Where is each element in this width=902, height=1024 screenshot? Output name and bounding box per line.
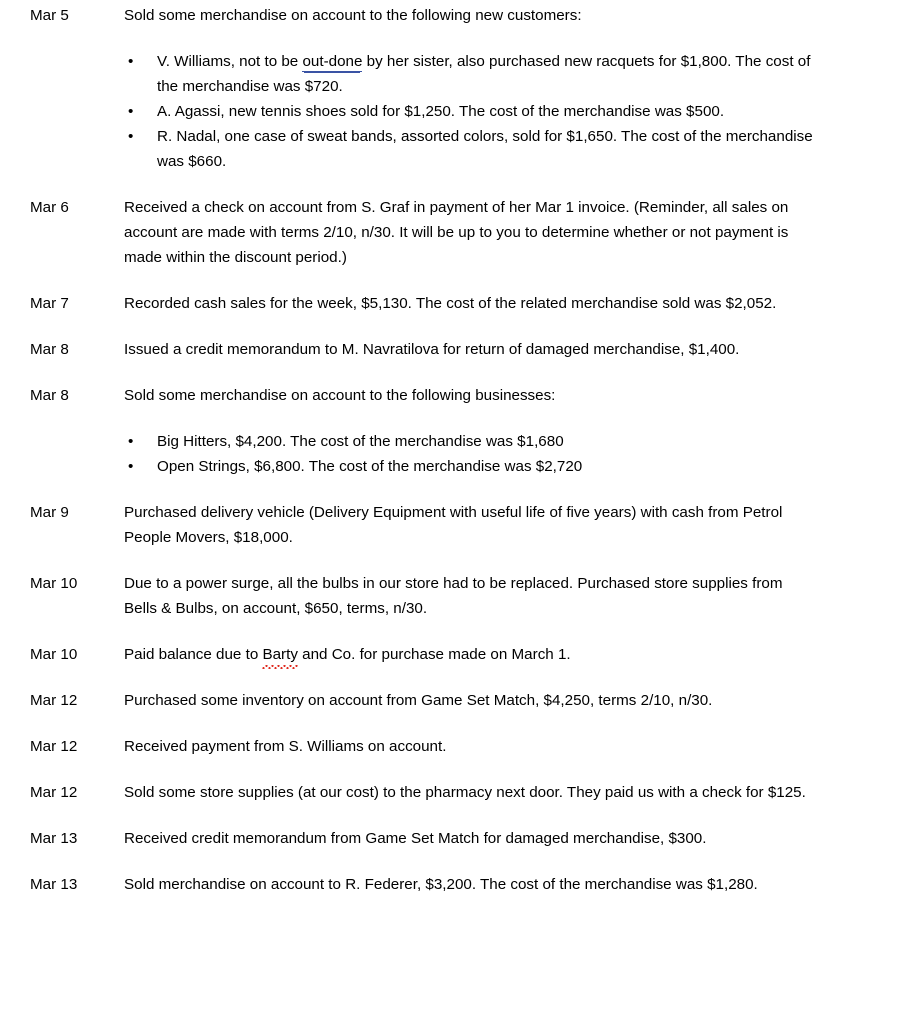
entry-body: [124, 780, 818, 805]
entry-date: Mar 12: [30, 738, 78, 755]
list-item: [124, 429, 818, 454]
entry-text: Issued a credit memorandum to M. Navratilova for return of damaged merchandise, $1,400.: [124, 341, 740, 358]
entry-body: [124, 195, 818, 270]
transaction-entry: [0, 3, 902, 174]
entry-text-pre: Paid balance due to: [124, 646, 263, 663]
list-item: [124, 124, 818, 174]
entry-text: Received a check on account from S. Graf in payment of her Mar 1 invoice. (Reminder, all sales on account are made with terms 2/10, n/30. It will be up to you to determine whether or not payment is made within the discount period.): [124, 199, 789, 266]
entry-body: [124, 291, 818, 316]
bullet-icon: •: [128, 53, 134, 70]
transaction-entry: [0, 500, 902, 550]
transaction-entry: [0, 734, 902, 759]
spellcheck-misspelled-word: Barty: [262, 642, 297, 667]
entry-date: Mar 7: [30, 295, 69, 312]
transaction-entry: [0, 195, 902, 270]
list-item: [124, 454, 818, 479]
bullet-text: Open Strings, $6,800. The cost of the merchandise was $2,720: [157, 458, 583, 475]
bullet-icon: •: [128, 128, 134, 145]
entry-date: Mar 5: [30, 7, 69, 24]
out-done-link[interactable]: out-done: [302, 53, 363, 70]
list-item: [124, 49, 818, 99]
entry-text: Sold some store supplies (at our cost) to the pharmacy next door. They paid us with a check for $125.: [124, 784, 806, 801]
entry-text: Sold merchandise on account to R. Federer, $3,200. The cost of the merchandise was $1,280.: [124, 876, 758, 893]
bullet-text: R. Nadal, one case of sweat bands, assorted colors, sold for $1,650. The cost of the merchandise was $660.: [157, 128, 813, 170]
transaction-entry: [0, 383, 902, 479]
entry-body: [124, 337, 818, 362]
bullet-icon: •: [128, 433, 134, 450]
entry-date: Mar 8: [30, 387, 69, 404]
transaction-entry: [0, 642, 902, 667]
entry-bullet-list: [124, 49, 818, 174]
entry-body: [124, 826, 818, 851]
entry-body: [124, 571, 818, 621]
entry-body: [124, 500, 818, 550]
entry-text-post: and Co. for purchase made on March 1.: [297, 646, 571, 663]
entry-body: [124, 688, 818, 713]
transaction-entry: [0, 872, 902, 897]
entry-date: Mar 8: [30, 341, 69, 358]
entry-date: Mar 10: [30, 646, 78, 663]
entry-text: Received credit memorandum from Game Set Match for damaged merchandise, $300.: [124, 830, 707, 847]
entry-date: Mar 9: [30, 504, 69, 521]
transaction-entry: [0, 337, 902, 362]
entry-text: Recorded cash sales for the week, $5,130. The cost of the related merchandise sold was $2,052.: [124, 295, 777, 312]
entry-body: [124, 642, 818, 667]
bullet-icon: •: [128, 103, 134, 120]
entry-date: Mar 10: [30, 575, 78, 592]
entry-date: Mar 12: [30, 784, 78, 801]
bullet-text: Big Hitters, $4,200. The cost of the merchandise was $1,680: [157, 433, 564, 450]
entry-text: Sold some merchandise on account to the following businesses:: [124, 387, 556, 404]
entry-body: [124, 734, 818, 759]
entry-text: Purchased some inventory on account from Game Set Match, $4,250, terms 2/10, n/30.: [124, 692, 713, 709]
entry-text: Purchased delivery vehicle (Delivery Equipment with useful life of five years) with cash from Petrol People Movers, $18,000.: [124, 504, 783, 546]
bullet-icon: •: [128, 458, 134, 475]
entry-date: Mar 13: [30, 876, 78, 893]
entry-date: Mar 13: [30, 830, 78, 847]
bullet-text: A. Agassi, new tennis shoes sold for $1,250. The cost of the merchandise was $500.: [157, 103, 725, 120]
bullet-text-post: by her sister, also purchased new racquets for $1,800. The cost of the merchandise was $720.: [157, 53, 811, 95]
transaction-entry: [0, 571, 902, 621]
entry-text: [124, 642, 818, 667]
entry-text: Due to a power surge, all the bulbs in our store had to be replaced. Purchased store supplies from Bells & Bulbs, on account, $650, terms, n/30.: [124, 575, 783, 617]
entry-body: [124, 383, 818, 479]
entry-body: [124, 872, 818, 897]
entry-date: Mar 6: [30, 199, 69, 216]
bullet-text-pre: V. Williams, not to be: [157, 53, 303, 70]
transaction-entry: [0, 291, 902, 316]
entry-text: Received payment from S. Williams on account.: [124, 738, 447, 755]
transaction-entry: [0, 826, 902, 851]
transaction-entry: [0, 688, 902, 713]
entry-body: [124, 3, 818, 174]
entry-date: Mar 12: [30, 692, 78, 709]
transaction-entry: [0, 780, 902, 805]
entry-bullet-list: [124, 429, 818, 479]
entry-text: Sold some merchandise on account to the following new customers:: [124, 7, 582, 24]
list-item: [124, 99, 818, 124]
